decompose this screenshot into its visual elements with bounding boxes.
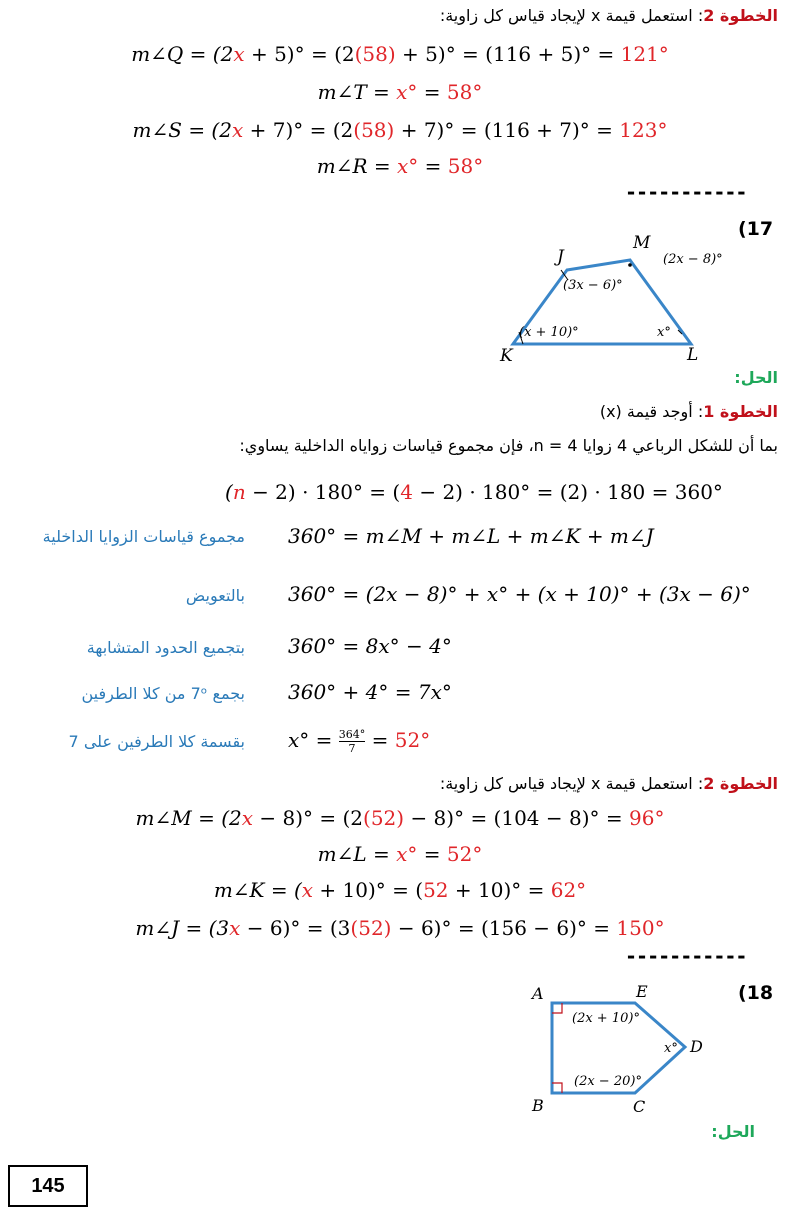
vertex-j: J bbox=[557, 247, 564, 267]
angle-label-c: (2x − 20)° bbox=[574, 1074, 642, 1089]
vertex-d: D bbox=[690, 1037, 703, 1056]
step-label: الخطوة 1 bbox=[703, 402, 778, 421]
angle-label-e: (2x + 10)° bbox=[572, 1011, 640, 1026]
separator-line: ----------- bbox=[625, 180, 747, 204]
problem-number-17: (17 bbox=[738, 218, 774, 240]
angle-label-d: x° bbox=[664, 1041, 678, 1056]
step-text: : أوجد قيمة (x) bbox=[599, 402, 704, 421]
problem-number-18: (18 bbox=[738, 982, 774, 1004]
solution-label-18: الحل: bbox=[711, 1122, 755, 1141]
separator-line-2: ----------- bbox=[625, 944, 747, 968]
vertex-m: M bbox=[633, 233, 651, 253]
result-ml: m∠L = x° = 52° bbox=[317, 842, 483, 866]
equation-mq: m∠Q = (2x + 5)° = (2(58) + 5)° = (116 + 5)° = 121° bbox=[131, 42, 669, 66]
work-row-1-note: مجموع قياسات الزوايا الداخلية bbox=[42, 527, 245, 546]
equation-mr: m∠R = x° = 58° bbox=[316, 154, 484, 178]
result-mm: m∠M = (2x − 8)° = (2(52) − 8)° = (104 − 8)° = 96° bbox=[135, 806, 665, 830]
work-row-2-eq: 360° = (2x − 8)° + x° + (x + 10)° + (3x − 6)° bbox=[288, 582, 751, 606]
step2-heading-top bbox=[440, 6, 778, 25]
work-row-2-note: بالتعويض bbox=[185, 586, 245, 605]
page-number: 145 bbox=[8, 1165, 88, 1207]
vertex-k: K bbox=[500, 346, 513, 366]
step2-heading-17 bbox=[440, 774, 778, 793]
step-label: الخطوة 2 bbox=[703, 6, 778, 25]
vertex-c: C bbox=[633, 1097, 646, 1116]
work-row-1-eq: 360° = m∠M + m∠L + m∠K + m∠J bbox=[288, 524, 654, 548]
vertex-b: B bbox=[532, 1096, 544, 1115]
work-row-3-eq: 360° = 8x° − 4° bbox=[288, 634, 452, 658]
equation-mt: m∠T = x° = 58° bbox=[317, 80, 483, 104]
result-mj: m∠J = (3x − 6)° = (3(52) − 6)° = (156 − 6)° = 150° bbox=[135, 916, 665, 940]
angle-label-l: x° bbox=[657, 325, 671, 340]
step-label: الخطوة 2 bbox=[703, 774, 778, 793]
angle-label-m: (2x − 8)° bbox=[663, 252, 723, 267]
vertex-a: A bbox=[532, 985, 544, 1003]
work-row-5-eq: x° = $\frac{364^\circ}{7}$ = 52° bbox=[288, 728, 431, 755]
step-text: : استعمل قيمة x لإيجاد قياس كل زاوية: bbox=[439, 6, 704, 25]
vertex-e: E bbox=[636, 985, 648, 1001]
angle-label-j: (3x − 6)° bbox=[563, 278, 623, 293]
vertex-l: L bbox=[687, 345, 699, 365]
work-row-4-eq: 360° + 4° = 7x° bbox=[288, 680, 452, 704]
work-row-4-note: بجمع 7ᵒ من كلا الطرفين bbox=[81, 684, 245, 703]
sum-formula: (n − 2) · 180° = (4 − 2) · 180° = (2) · 180 = 360° bbox=[225, 480, 723, 504]
intro-text: بما أن للشكل الرباعي 4 زوايا n = 4، فإن مجموع قياسات زواياه الداخلية يساوي: bbox=[239, 436, 778, 455]
work-row-5-note: بقسمة كلا الطرفين على 7 bbox=[68, 732, 245, 751]
equation-ms: m∠S = (2x + 7)° = (2(58) + 7)° = (116 + 7)° = 123° bbox=[132, 118, 668, 142]
step-text: : استعمل قيمة x لإيجاد قياس كل زاوية: bbox=[439, 774, 704, 793]
angle-label-k: (x + 10)° bbox=[519, 325, 579, 340]
result-mk: m∠K = (x + 10)° = (52 + 10)° = 62° bbox=[213, 878, 587, 902]
solution-label-17: الحل: bbox=[734, 368, 778, 387]
quadrilateral-figure-17 bbox=[495, 232, 765, 367]
step1-heading bbox=[600, 402, 778, 421]
work-row-3-note: بتجميع الحدود المتشابهة bbox=[86, 638, 245, 657]
pentagon-figure-18 bbox=[520, 985, 720, 1120]
